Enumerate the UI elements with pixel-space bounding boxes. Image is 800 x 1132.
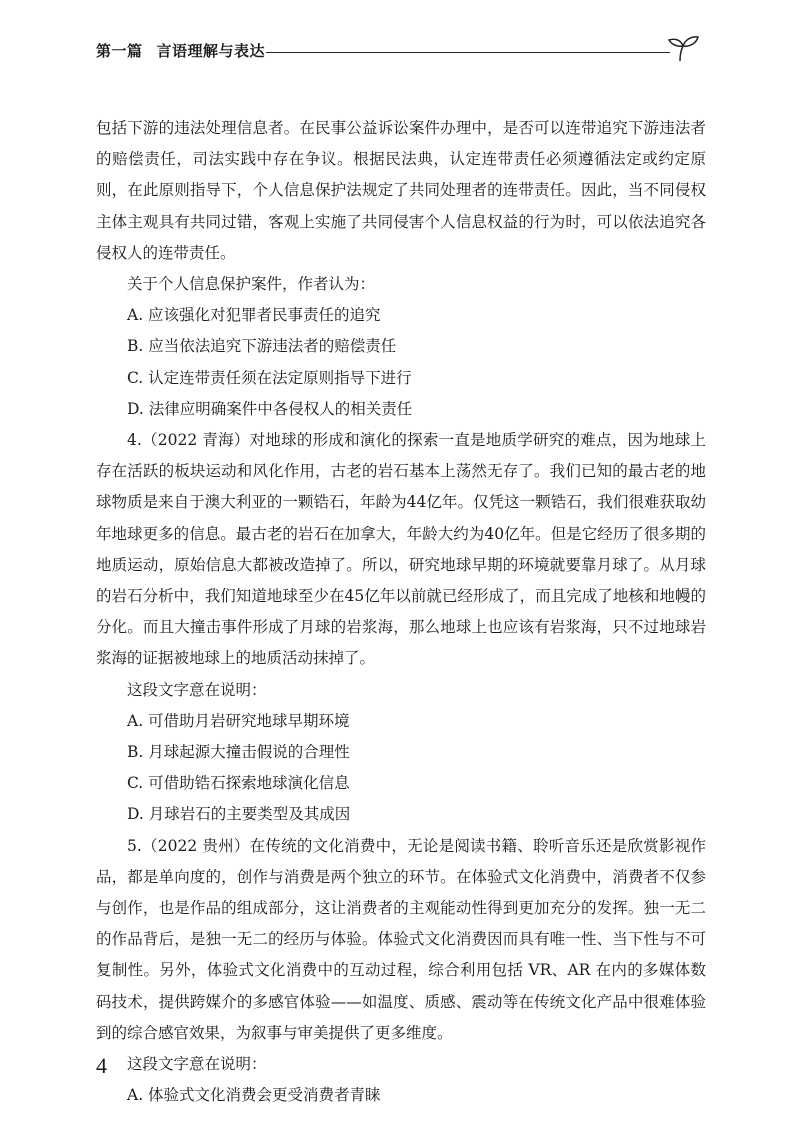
header-rule [266, 52, 670, 53]
question-4-option-c: C. 可借助锆石探索地球演化信息 [127, 774, 350, 793]
page-number: 4 [96, 1053, 107, 1078]
sprout-icon [666, 34, 700, 62]
question-4-option-d: D. 月球岩石的主要类型及其成因 [127, 805, 351, 824]
option-b: B. 应当依法追究下游违法者的赔偿责任 [127, 337, 397, 356]
option-a: A. 应该强化对犯罪者民事责任的追究 [127, 306, 381, 325]
running-header [96, 34, 700, 64]
passage-intro: 包括下游的违法处理信息者。在民事公益诉讼案件办理中，是否可以连带追究下游违法者的赔偿责任，司法实践中存在争议。根据民法典，认定连带责任必须遵循法定或约定原则，在此原则指导下，个人信息保护法规定了共同处理者的连带责任。因此，当不同侵权主体主观具有共同过错，客观上实施了共同侵害个人信息权益的行为时，可以依法追究各侵权人的连带责任。 [96, 119, 706, 262]
page-content [96, 113, 706, 1112]
question-stem: 关于个人信息保护案件，作者认为： [127, 275, 376, 294]
header-title [96, 40, 265, 61]
question-4-option-a: A. 可借助月岩研究地球早期环境 [127, 711, 350, 730]
option-c: C. 认定连带责任须在法定原则指导下进行 [127, 368, 412, 387]
header-section-title: 言语理解与表达 [156, 42, 266, 60]
header-chapter: 第一篇 [96, 42, 143, 60]
question-4-passage: 4.（2022 青海）对地球的形成和演化的探索一直是地质学研究的难点，因为地球上存在活跃的板块运动和风化作用，古老的岩石基本上荡然无存了。我们已知的最古老的地球物质是来自于澳大利亚的一颗锆石，年龄为44亿年。仅凭这一颗锆石，我们很难获取幼年地球更多的信息。最古老的岩石在加拿大，年龄大约为40亿年。但是它经历了很多期的地质运动，原始信息大都被改造掉了。所以，研究地球早期的环境就要靠月球了。从月球的岩石分析中，我们知道地球至少在45亿年以前就已经形成了，而且完成了地核和地幔的分化。而且大撞击事件形成了月球的岩浆海，那么地球上也应该有岩浆海，只不过地球岩浆海的证据被地球上的地质活动抹掉了。 [96, 431, 706, 668]
question-4-option-b: B. 月球起源大撞击假说的合理性 [127, 743, 350, 762]
question-5-option-a: A. 体验式文化消费会更受消费者青睐 [127, 1086, 381, 1105]
question-5-passage: 5.（2022 贵州）在传统的文化消费中，无论是阅读书籍、聆听音乐还是欣赏影视作品，都是单向度的，创作与消费是两个独立的环节。在体验式文化消费中，消费者不仅参与创作，也是作品的组成部分，这让消费者的主观能动性得到更加充分的发挥。独一无二的作品背后，是独一无二的经历与体验。体验式文化消费因而具有唯一性、当下性与不可复制性。另外，体验式文化消费中的互动过程，综合利用包括 VR、AR 在内的多媒体数码技术，提供跨媒介的多感官体验——如温度、质感、震动等在传统文化产品中很难体验到的综合感官效果，为叙事与审美提供了更多维度。 [96, 836, 706, 1042]
question-5-stem: 这段文字意在说明： [127, 1055, 267, 1074]
question-4-stem: 这段文字意在说明： [127, 680, 267, 699]
option-d: D. 法律应明确案件中各侵权人的相关责任 [127, 399, 413, 418]
